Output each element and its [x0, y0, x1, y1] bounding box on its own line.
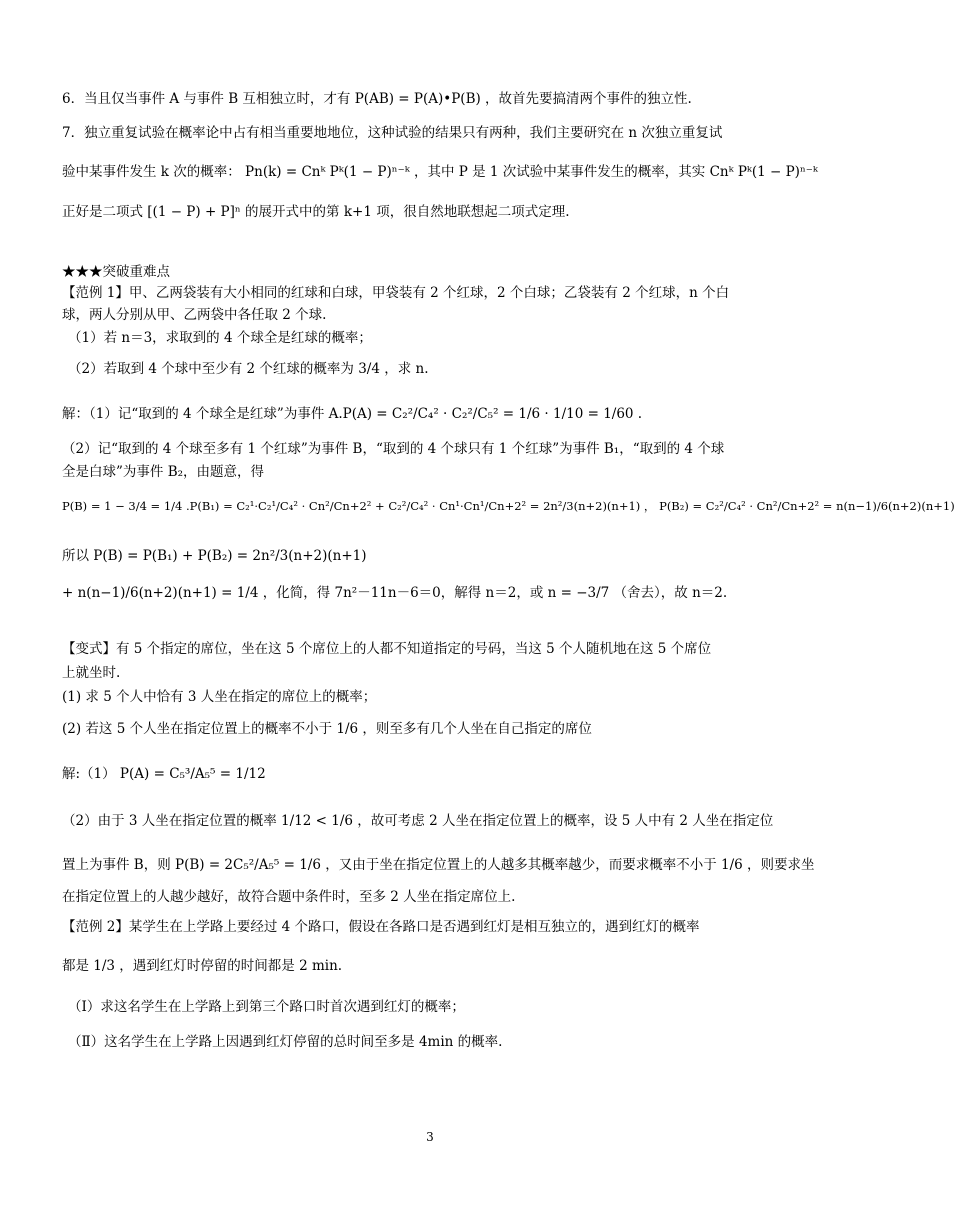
text-line: 上就坐时.: [62, 665, 121, 681]
text-line: 都是 1/3 ，遇到红灯时停留的时间都是 2 min.: [62, 958, 343, 974]
question-item: （1）若 n＝3，求取到的 4 个球全是红球的概率；: [68, 330, 372, 346]
text-line: 7．独立重复试验在概率论中占有相当重要地地位，这种试验的结果只有两种，我们主要研究在 n 次独立重复试: [62, 125, 723, 141]
text-line: 球，两人分别从甲、乙两袋中各任取 2 个球.: [62, 307, 327, 323]
question-item: （Ⅰ）求这名学生在上学路上到第三个路口时首次遇到红灯的概率；: [68, 999, 465, 1015]
formula-line: P(B) = 1 − 3/4 = 1/4 .P(B₁) = C₂¹·C₂¹/C₄² · Cn²/Cn+2² + C₂²/C₄² · Cn¹·Cn¹/Cn+2² = 2n²/3(n+2)(n+1) ， P(B₂) = C₂²/C₄² · Cn²/Cn+2² = n(n−1)/6(n+2)(n+1): [62, 499, 955, 513]
solution-line: 解:（1） P(A) = C₅³/A₅⁵ = 1/12: [62, 766, 266, 782]
text-line: 正好是二项式 [(1 − P) + P]ⁿ 的展开式中的第 k+1 项，很自然地联想起二项式定理.: [62, 204, 570, 220]
page-number: 3: [426, 1130, 434, 1144]
solution-line: 解：（1）记“取到的 4 个球全是红球”为事件 A.P(A) = C₂²/C₄² · C₂²/C₅² = 1/6 · 1/10 = 1/60 .: [62, 406, 643, 422]
variant-paragraph: 【变式】有 5 个指定的席位，坐在这 5 个席位上的人都不知道指定的号码，当这 5 个人随机地在这 5 个席位: [62, 641, 712, 657]
solution-line: （2）记“取到的 4 个球至多有 1 个红球”为事件 B，“取到的 4 个球只有 1 个红球”为事件 B₁，“取到的 4 个球: [62, 441, 725, 457]
example-paragraph: 【范例 1】甲、乙两袋装有大小相同的红球和白球，甲袋装有 2 个红球，2 个白球；乙袋装有 2 个红球，n 个白: [62, 285, 730, 301]
question-item: (1) 求 5 个人中恰有 3 人坐在指定的席位上的概率；: [62, 689, 377, 705]
formula-line: + n(n−1)/6(n+2)(n+1) = 1/4 ，化简，得 7n²－11n－6＝0，解得 n＝2，或 n = −3/7 （舍去），故 n＝2.: [62, 585, 728, 601]
example-paragraph: 【范例 2】某学生在上学路上要经过 4 个路口，假设在各路口是否遇到红灯是相互独立的，遇到红灯的概率: [62, 919, 700, 935]
solution-line: 置上为事件 B，则 P(B) = 2C₅²/A₅⁵ = 1/6 ，又由于坐在指定位置上的人越多其概率越少，而要求概率不小于 1/6 ，则要求坐: [62, 857, 815, 873]
text-line: 6．当且仅当事件 A 与事件 B 互相独立时，才有 P(AB) = P(A)•P(B) ，故首先要搞清两个事件的独立性.: [62, 91, 692, 107]
formula-line: 所以 P(B) = P(B₁) + P(B₂) = 2n²/3(n+2)(n+1): [62, 548, 367, 564]
question-item: (2) 若这 5 个人坐在指定位置上的概率不小于 1/6 ，则至多有几个人坐在自己指定的席位: [62, 721, 592, 737]
solution-line: 全是白球”为事件 B₂，由题意，得: [62, 464, 265, 480]
text-line: 验中某事件发生 k 次的概率： Pn(k) = Cnᵏ Pᵏ(1 − P)ⁿ⁻ᵏ ，其中 P 是 1 次试验中某事件发生的概率，其实 Cnᵏ Pᵏ(1 − P)ⁿ⁻ᵏ: [62, 164, 818, 180]
question-item: （Ⅱ）这名学生在上学路上因遇到红灯停留的总时间至多是 4min 的概率.: [68, 1034, 503, 1050]
question-item: （2）若取到 4 个球中至少有 2 个红球的概率为 3/4 ，求 n.: [68, 361, 429, 377]
solution-line: 在指定位置上的人越少越好，故符合题中条件时，至多 2 人坐在指定席位上.: [62, 889, 516, 905]
section-heading: ★★★突破重难点: [62, 264, 170, 280]
solution-line: （2）由于 3 人坐在指定位置的概率 1/12 < 1/6 ，故可考虑 2 人坐在指定位置上的概率，设 5 人中有 2 人坐在指定位: [62, 813, 774, 829]
